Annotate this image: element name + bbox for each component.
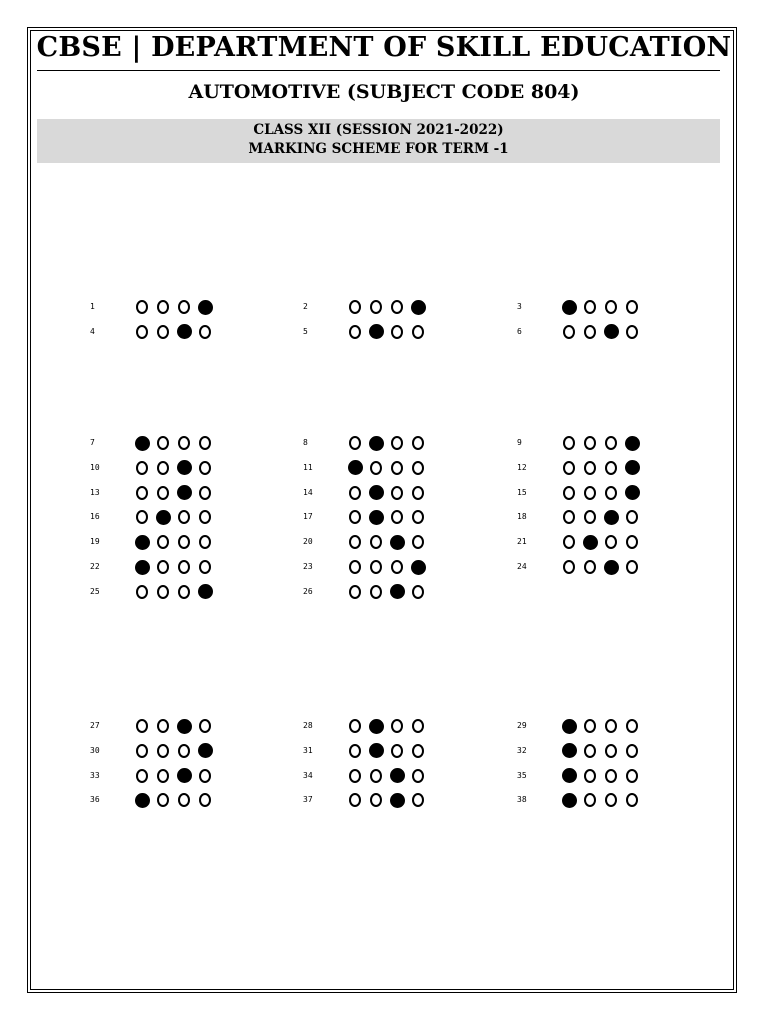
empty-bubble-icon bbox=[584, 486, 596, 500]
filled-bubble-icon bbox=[390, 793, 405, 808]
empty-bubble-icon bbox=[157, 585, 169, 599]
empty-bubble-icon bbox=[157, 560, 169, 574]
empty-bubble-icon bbox=[584, 510, 596, 524]
empty-bubble-icon bbox=[349, 719, 361, 733]
empty-bubble-icon bbox=[178, 510, 190, 524]
question-number: 4 bbox=[90, 326, 95, 336]
filled-bubble-icon bbox=[562, 719, 577, 734]
filled-bubble-icon bbox=[390, 768, 405, 783]
empty-bubble-icon bbox=[136, 719, 148, 733]
filled-bubble-icon bbox=[369, 436, 384, 451]
empty-bubble-icon bbox=[349, 744, 361, 758]
empty-bubble-icon bbox=[178, 793, 190, 807]
question-number: 20 bbox=[303, 537, 313, 547]
title-divider bbox=[37, 70, 720, 71]
empty-bubble-icon bbox=[626, 300, 638, 314]
answer-bubbles bbox=[349, 433, 433, 453]
filled-bubble-icon bbox=[198, 584, 213, 599]
question-number: 7 bbox=[90, 438, 95, 447]
filled-bubble-icon bbox=[604, 324, 619, 339]
answer-bubbles bbox=[136, 766, 220, 786]
answer-bubbles bbox=[349, 507, 433, 527]
empty-bubble-icon bbox=[136, 510, 148, 524]
answer-bubbles bbox=[349, 532, 433, 552]
question-number: 26 bbox=[303, 586, 313, 596]
answer-bubbles bbox=[136, 557, 220, 577]
filled-bubble-icon bbox=[177, 460, 192, 475]
question-number: 13 bbox=[90, 487, 100, 497]
answer-bubbles bbox=[349, 741, 433, 761]
answer-bubbles bbox=[563, 322, 647, 342]
empty-bubble-icon bbox=[412, 486, 424, 500]
answer-bubbles bbox=[136, 483, 220, 503]
empty-bubble-icon bbox=[178, 744, 190, 758]
empty-bubble-icon bbox=[626, 744, 638, 758]
empty-bubble-icon bbox=[157, 300, 169, 314]
empty-bubble-icon bbox=[391, 325, 403, 339]
question-number: 15 bbox=[517, 487, 527, 497]
empty-bubble-icon bbox=[605, 535, 617, 549]
answer-bubbles bbox=[349, 716, 433, 736]
empty-bubble-icon bbox=[349, 510, 361, 524]
subject-heading: AUTOMOTIVE (SUBJECT CODE 804) bbox=[188, 81, 580, 103]
empty-bubble-icon bbox=[391, 719, 403, 733]
empty-bubble-icon bbox=[605, 436, 617, 450]
empty-bubble-icon bbox=[626, 560, 638, 574]
question-number: 14 bbox=[303, 487, 313, 497]
empty-bubble-icon bbox=[136, 769, 148, 783]
question-number: 25 bbox=[90, 586, 100, 596]
empty-bubble-icon bbox=[136, 325, 148, 339]
filled-bubble-icon bbox=[369, 485, 384, 500]
filled-bubble-icon bbox=[625, 485, 640, 500]
empty-bubble-icon bbox=[391, 436, 403, 450]
answer-bubbles bbox=[349, 297, 433, 317]
session-band bbox=[37, 119, 720, 163]
filled-bubble-icon bbox=[604, 560, 619, 575]
empty-bubble-icon bbox=[391, 744, 403, 758]
question-number: 10 bbox=[90, 462, 100, 472]
filled-bubble-icon bbox=[135, 793, 150, 808]
empty-bubble-icon bbox=[391, 510, 403, 524]
answer-bubbles bbox=[349, 322, 433, 342]
empty-bubble-icon bbox=[157, 325, 169, 339]
empty-bubble-icon bbox=[157, 769, 169, 783]
empty-bubble-icon bbox=[605, 300, 617, 314]
empty-bubble-icon bbox=[563, 486, 575, 500]
empty-bubble-icon bbox=[412, 719, 424, 733]
empty-bubble-icon bbox=[199, 793, 211, 807]
empty-bubble-icon bbox=[412, 744, 424, 758]
empty-bubble-icon bbox=[136, 585, 148, 599]
empty-bubble-icon bbox=[412, 510, 424, 524]
question-number: 30 bbox=[90, 745, 100, 755]
question-number: 19 bbox=[90, 537, 100, 547]
answer-bubbles bbox=[349, 766, 433, 786]
empty-bubble-icon bbox=[626, 535, 638, 549]
filled-bubble-icon bbox=[369, 719, 384, 734]
empty-bubble-icon bbox=[412, 535, 424, 549]
question-number: 17 bbox=[303, 512, 313, 522]
filled-bubble-icon bbox=[562, 768, 577, 783]
answer-bubbles bbox=[136, 433, 220, 453]
empty-bubble-icon bbox=[199, 510, 211, 524]
empty-bubble-icon bbox=[370, 769, 382, 783]
empty-bubble-icon bbox=[584, 325, 596, 339]
answer-bubbles bbox=[349, 790, 433, 810]
question-number: 27 bbox=[90, 721, 100, 730]
empty-bubble-icon bbox=[136, 486, 148, 500]
question-number: 22 bbox=[90, 562, 100, 571]
empty-bubble-icon bbox=[136, 300, 148, 314]
question-number: 21 bbox=[517, 537, 527, 547]
empty-bubble-icon bbox=[349, 769, 361, 783]
question-number: 37 bbox=[303, 795, 313, 805]
empty-bubble-icon bbox=[199, 535, 211, 549]
question-number: 5 bbox=[303, 326, 308, 336]
answer-bubbles bbox=[563, 741, 647, 761]
empty-bubble-icon bbox=[412, 793, 424, 807]
marking-scheme-label: MARKING SCHEME FOR TERM -1 bbox=[248, 141, 509, 157]
empty-bubble-icon bbox=[349, 560, 361, 574]
empty-bubble-icon bbox=[178, 560, 190, 574]
filled-bubble-icon bbox=[198, 743, 213, 758]
empty-bubble-icon bbox=[157, 719, 169, 733]
answer-bubbles bbox=[136, 716, 220, 736]
answer-bubbles bbox=[136, 297, 220, 317]
empty-bubble-icon bbox=[563, 325, 575, 339]
answer-bubbles bbox=[349, 582, 433, 602]
filled-bubble-icon bbox=[348, 460, 363, 475]
empty-bubble-icon bbox=[370, 585, 382, 599]
empty-bubble-icon bbox=[136, 461, 148, 475]
empty-bubble-icon bbox=[157, 461, 169, 475]
filled-bubble-icon bbox=[177, 324, 192, 339]
empty-bubble-icon bbox=[349, 793, 361, 807]
answer-bubbles bbox=[563, 458, 647, 478]
empty-bubble-icon bbox=[412, 325, 424, 339]
question-number: 34 bbox=[303, 770, 313, 780]
empty-bubble-icon bbox=[412, 436, 424, 450]
question-number: 38 bbox=[517, 795, 527, 805]
filled-bubble-icon bbox=[177, 768, 192, 783]
empty-bubble-icon bbox=[157, 436, 169, 450]
empty-bubble-icon bbox=[584, 793, 596, 807]
empty-bubble-icon bbox=[626, 510, 638, 524]
filled-bubble-icon bbox=[562, 793, 577, 808]
filled-bubble-icon bbox=[625, 460, 640, 475]
empty-bubble-icon bbox=[605, 769, 617, 783]
question-number: 8 bbox=[303, 438, 308, 447]
answer-bubbles bbox=[136, 790, 220, 810]
answer-bubbles bbox=[563, 483, 647, 503]
empty-bubble-icon bbox=[349, 300, 361, 314]
class-session-label: CLASS XII (SESSION 2021-2022) bbox=[253, 122, 504, 138]
empty-bubble-icon bbox=[199, 486, 211, 500]
question-number: 24 bbox=[517, 562, 527, 571]
answer-bubbles bbox=[136, 741, 220, 761]
answer-bubbles bbox=[563, 297, 647, 317]
empty-bubble-icon bbox=[563, 560, 575, 574]
empty-bubble-icon bbox=[626, 325, 638, 339]
answer-bubbles bbox=[349, 557, 433, 577]
empty-bubble-icon bbox=[605, 719, 617, 733]
answer-bubbles bbox=[563, 507, 647, 527]
empty-bubble-icon bbox=[626, 769, 638, 783]
empty-bubble-icon bbox=[391, 461, 403, 475]
filled-bubble-icon bbox=[390, 535, 405, 550]
question-number: 16 bbox=[90, 512, 100, 522]
question-number: 31 bbox=[303, 745, 313, 755]
question-number: 1 bbox=[90, 302, 95, 311]
question-number: 33 bbox=[90, 770, 100, 780]
answer-bubbles bbox=[563, 766, 647, 786]
empty-bubble-icon bbox=[157, 486, 169, 500]
question-number: 12 bbox=[517, 462, 527, 472]
empty-bubble-icon bbox=[370, 560, 382, 574]
answer-bubbles bbox=[136, 322, 220, 342]
empty-bubble-icon bbox=[412, 461, 424, 475]
empty-bubble-icon bbox=[370, 461, 382, 475]
empty-bubble-icon bbox=[563, 535, 575, 549]
empty-bubble-icon bbox=[626, 793, 638, 807]
answer-bubbles bbox=[136, 532, 220, 552]
question-number: 23 bbox=[303, 562, 313, 571]
filled-bubble-icon bbox=[583, 535, 598, 550]
question-number: 35 bbox=[517, 770, 527, 780]
answer-bubbles bbox=[136, 507, 220, 527]
filled-bubble-icon bbox=[390, 584, 405, 599]
empty-bubble-icon bbox=[349, 325, 361, 339]
empty-bubble-icon bbox=[370, 793, 382, 807]
filled-bubble-icon bbox=[562, 743, 577, 758]
filled-bubble-icon bbox=[411, 560, 426, 575]
empty-bubble-icon bbox=[178, 300, 190, 314]
answer-bubbles bbox=[563, 557, 647, 577]
answer-bubbles bbox=[136, 458, 220, 478]
empty-bubble-icon bbox=[349, 585, 361, 599]
empty-bubble-icon bbox=[605, 461, 617, 475]
empty-bubble-icon bbox=[584, 461, 596, 475]
empty-bubble-icon bbox=[584, 719, 596, 733]
filled-bubble-icon bbox=[562, 300, 577, 315]
empty-bubble-icon bbox=[199, 325, 211, 339]
filled-bubble-icon bbox=[177, 719, 192, 734]
empty-bubble-icon bbox=[157, 535, 169, 549]
answer-bubbles bbox=[563, 716, 647, 736]
filled-bubble-icon bbox=[135, 436, 150, 451]
filled-bubble-icon bbox=[411, 300, 426, 315]
empty-bubble-icon bbox=[349, 535, 361, 549]
empty-bubble-icon bbox=[199, 719, 211, 733]
empty-bubble-icon bbox=[199, 560, 211, 574]
filled-bubble-icon bbox=[135, 560, 150, 575]
empty-bubble-icon bbox=[412, 585, 424, 599]
empty-bubble-icon bbox=[391, 486, 403, 500]
filled-bubble-icon bbox=[198, 300, 213, 315]
answer-bubbles bbox=[136, 582, 220, 602]
empty-bubble-icon bbox=[157, 793, 169, 807]
question-number: 2 bbox=[303, 302, 308, 311]
empty-bubble-icon bbox=[178, 436, 190, 450]
empty-bubble-icon bbox=[199, 461, 211, 475]
empty-bubble-icon bbox=[391, 560, 403, 574]
empty-bubble-icon bbox=[584, 560, 596, 574]
filled-bubble-icon bbox=[135, 535, 150, 550]
question-number: 28 bbox=[303, 721, 313, 730]
empty-bubble-icon bbox=[178, 535, 190, 549]
empty-bubble-icon bbox=[178, 585, 190, 599]
filled-bubble-icon bbox=[369, 324, 384, 339]
empty-bubble-icon bbox=[563, 461, 575, 475]
question-number: 29 bbox=[517, 721, 527, 730]
filled-bubble-icon bbox=[369, 743, 384, 758]
empty-bubble-icon bbox=[136, 744, 148, 758]
empty-bubble-icon bbox=[584, 436, 596, 450]
empty-bubble-icon bbox=[391, 300, 403, 314]
empty-bubble-icon bbox=[584, 769, 596, 783]
filled-bubble-icon bbox=[625, 436, 640, 451]
empty-bubble-icon bbox=[563, 436, 575, 450]
question-number: 18 bbox=[517, 512, 527, 522]
empty-bubble-icon bbox=[157, 744, 169, 758]
answer-bubbles bbox=[349, 458, 433, 478]
answer-bubbles bbox=[563, 433, 647, 453]
empty-bubble-icon bbox=[605, 744, 617, 758]
page-title: CBSE | DEPARTMENT OF SKILL EDUCATION bbox=[36, 32, 732, 63]
empty-bubble-icon bbox=[199, 436, 211, 450]
question-number: 11 bbox=[303, 462, 313, 472]
question-number: 3 bbox=[517, 302, 522, 311]
empty-bubble-icon bbox=[199, 769, 211, 783]
empty-bubble-icon bbox=[349, 486, 361, 500]
question-number: 36 bbox=[90, 795, 100, 805]
empty-bubble-icon bbox=[563, 510, 575, 524]
empty-bubble-icon bbox=[349, 436, 361, 450]
question-number: 9 bbox=[517, 438, 522, 447]
empty-bubble-icon bbox=[584, 744, 596, 758]
answer-bubbles bbox=[349, 483, 433, 503]
empty-bubble-icon bbox=[626, 719, 638, 733]
empty-bubble-icon bbox=[605, 486, 617, 500]
filled-bubble-icon bbox=[177, 485, 192, 500]
filled-bubble-icon bbox=[604, 510, 619, 525]
empty-bubble-icon bbox=[605, 793, 617, 807]
question-number: 32 bbox=[517, 745, 527, 755]
empty-bubble-icon bbox=[412, 769, 424, 783]
empty-bubble-icon bbox=[584, 300, 596, 314]
empty-bubble-icon bbox=[370, 535, 382, 549]
filled-bubble-icon bbox=[156, 510, 171, 525]
answer-bubbles bbox=[563, 532, 647, 552]
empty-bubble-icon bbox=[370, 300, 382, 314]
filled-bubble-icon bbox=[369, 510, 384, 525]
answer-bubbles bbox=[563, 790, 647, 810]
question-number: 6 bbox=[517, 326, 522, 336]
